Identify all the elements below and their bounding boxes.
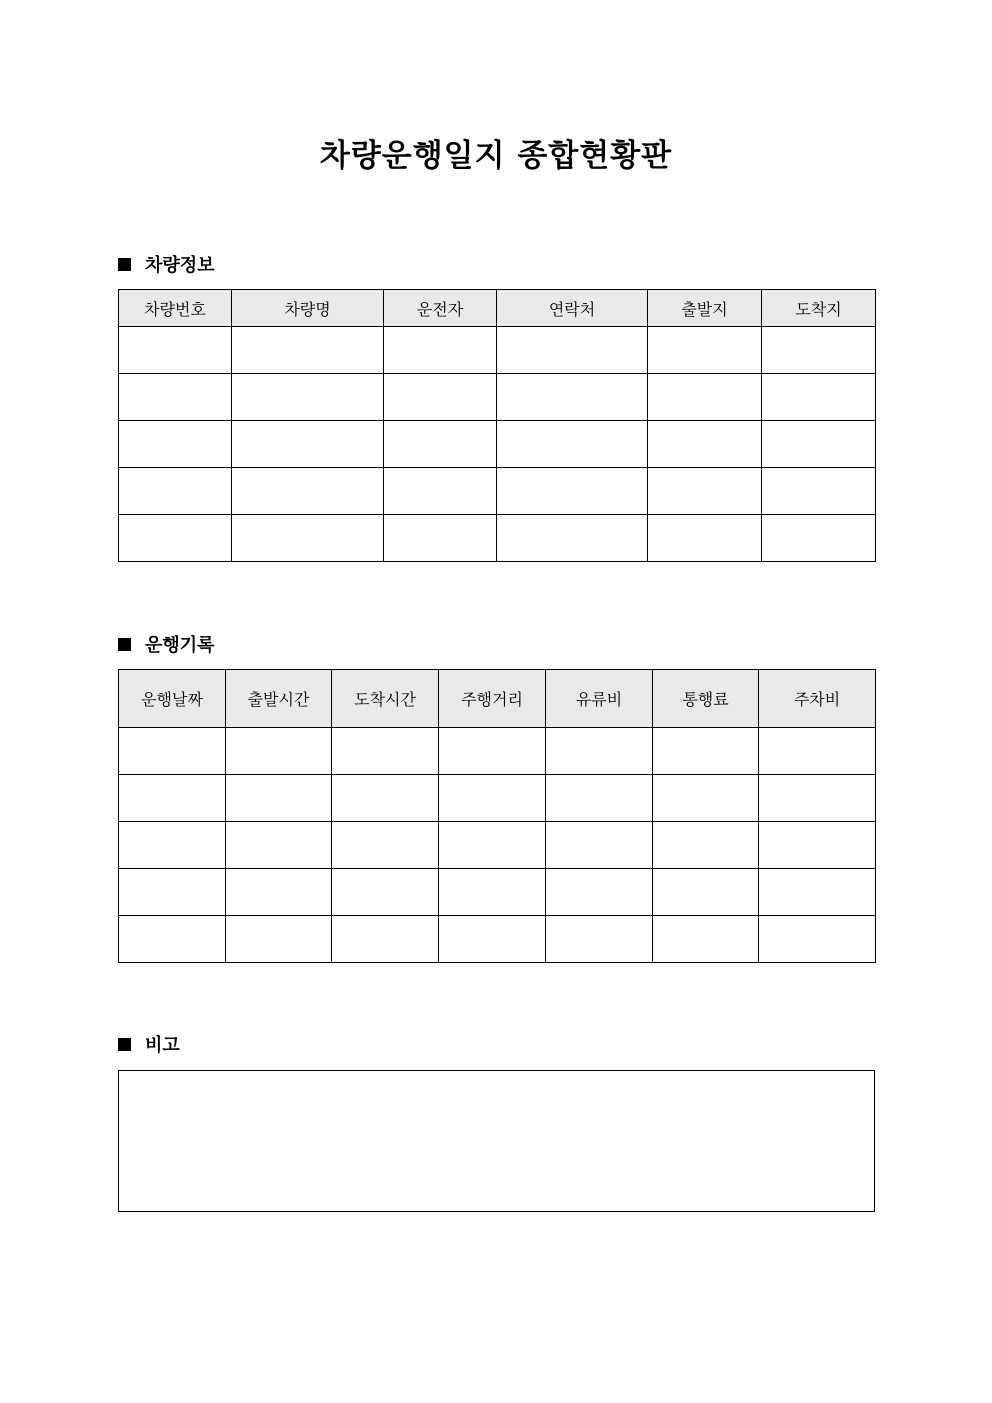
remarks-heading (118, 1031, 180, 1057)
table-cell[interactable] (384, 327, 497, 374)
table-cell[interactable] (384, 421, 497, 468)
table-cell[interactable] (759, 775, 876, 822)
table-cell[interactable] (226, 916, 332, 963)
table-cell[interactable] (332, 728, 439, 775)
vehicle-info-table (118, 289, 876, 562)
table-cell[interactable] (232, 421, 384, 468)
table-cell[interactable] (226, 869, 332, 916)
trip-log-heading (118, 631, 215, 657)
table-row (119, 515, 876, 562)
table-cell[interactable] (119, 869, 226, 916)
column-header-distance: 주행거리 (439, 670, 546, 728)
table-cell[interactable] (546, 916, 653, 963)
table-cell[interactable] (546, 728, 653, 775)
table-cell[interactable] (497, 327, 648, 374)
table-cell[interactable] (648, 468, 762, 515)
column-header-driver: 운전자 (384, 290, 497, 327)
table-cell[interactable] (648, 515, 762, 562)
table-cell[interactable] (762, 327, 876, 374)
table-cell[interactable] (384, 515, 497, 562)
table-cell[interactable] (439, 869, 546, 916)
table-cell[interactable] (497, 515, 648, 562)
table-cell[interactable] (119, 728, 226, 775)
table-cell[interactable] (384, 374, 497, 421)
table-cell[interactable] (384, 468, 497, 515)
table-cell[interactable] (232, 374, 384, 421)
vehicle-info-header-row (119, 290, 876, 327)
table-cell[interactable] (653, 822, 759, 869)
table-cell[interactable] (497, 374, 648, 421)
column-header-trip-date: 운행날짜 (119, 670, 226, 728)
table-cell[interactable] (762, 374, 876, 421)
table-cell[interactable] (119, 468, 232, 515)
column-header-arrival-time: 도착시간 (332, 670, 439, 728)
table-row (119, 728, 876, 775)
table-cell[interactable] (648, 374, 762, 421)
table-cell[interactable] (653, 869, 759, 916)
vehicle-info-heading-label: 차량정보 (145, 255, 215, 276)
trip-log-heading-label: 운행기록 (145, 635, 215, 656)
table-cell[interactable] (332, 775, 439, 822)
vehicle-info-heading (118, 251, 215, 277)
table-cell[interactable] (226, 728, 332, 775)
table-cell[interactable] (226, 775, 332, 822)
table-row (119, 327, 876, 374)
table-cell[interactable] (497, 421, 648, 468)
column-header-vehicle-number: 차량번호 (119, 290, 232, 327)
table-cell[interactable] (439, 728, 546, 775)
table-cell[interactable] (546, 869, 653, 916)
column-header-parking: 주차비 (759, 670, 876, 728)
table-cell[interactable] (119, 327, 232, 374)
table-cell[interactable] (439, 775, 546, 822)
table-cell[interactable] (762, 515, 876, 562)
square-bullet-icon (118, 258, 131, 271)
table-cell[interactable] (653, 728, 759, 775)
table-row (119, 869, 876, 916)
table-row (119, 421, 876, 468)
page-title: 차량운행일지 종합현황판 (319, 138, 673, 174)
table-cell[interactable] (119, 822, 226, 869)
column-header-contact: 연락처 (497, 290, 648, 327)
trip-log-table (118, 669, 876, 963)
column-header-departure-time: 출발시간 (226, 670, 332, 728)
column-header-vehicle-name: 차량명 (232, 290, 384, 327)
table-cell[interactable] (546, 822, 653, 869)
table-cell[interactable] (119, 515, 232, 562)
remarks-heading-label: 비고 (145, 1035, 180, 1056)
table-cell[interactable] (653, 775, 759, 822)
table-cell[interactable] (226, 822, 332, 869)
table-row (119, 468, 876, 515)
table-cell[interactable] (232, 327, 384, 374)
table-cell[interactable] (332, 916, 439, 963)
table-cell[interactable] (232, 468, 384, 515)
table-cell[interactable] (762, 421, 876, 468)
table-cell[interactable] (439, 916, 546, 963)
table-cell[interactable] (332, 869, 439, 916)
table-row (119, 916, 876, 963)
square-bullet-icon (118, 1038, 131, 1051)
table-cell[interactable] (762, 468, 876, 515)
table-cell[interactable] (759, 916, 876, 963)
table-cell[interactable] (439, 822, 546, 869)
table-cell[interactable] (119, 374, 232, 421)
table-cell[interactable] (546, 775, 653, 822)
square-bullet-icon (118, 638, 131, 651)
column-header-toll: 통행료 (653, 670, 759, 728)
remarks-box[interactable] (118, 1070, 875, 1212)
table-cell[interactable] (119, 775, 226, 822)
table-row (119, 775, 876, 822)
table-cell[interactable] (119, 916, 226, 963)
table-cell[interactable] (648, 327, 762, 374)
table-cell[interactable] (759, 822, 876, 869)
table-row (119, 374, 876, 421)
table-cell[interactable] (119, 421, 232, 468)
trip-log-header-row (119, 670, 876, 728)
table-cell[interactable] (759, 869, 876, 916)
table-cell[interactable] (232, 515, 384, 562)
table-cell[interactable] (648, 421, 762, 468)
table-cell[interactable] (497, 468, 648, 515)
table-row (119, 822, 876, 869)
column-header-fuel-cost: 유류비 (546, 670, 653, 728)
table-cell[interactable] (332, 822, 439, 869)
table-cell[interactable] (653, 916, 759, 963)
column-header-departure: 출발지 (648, 290, 762, 327)
table-cell[interactable] (759, 728, 876, 775)
column-header-destination: 도착지 (762, 290, 876, 327)
